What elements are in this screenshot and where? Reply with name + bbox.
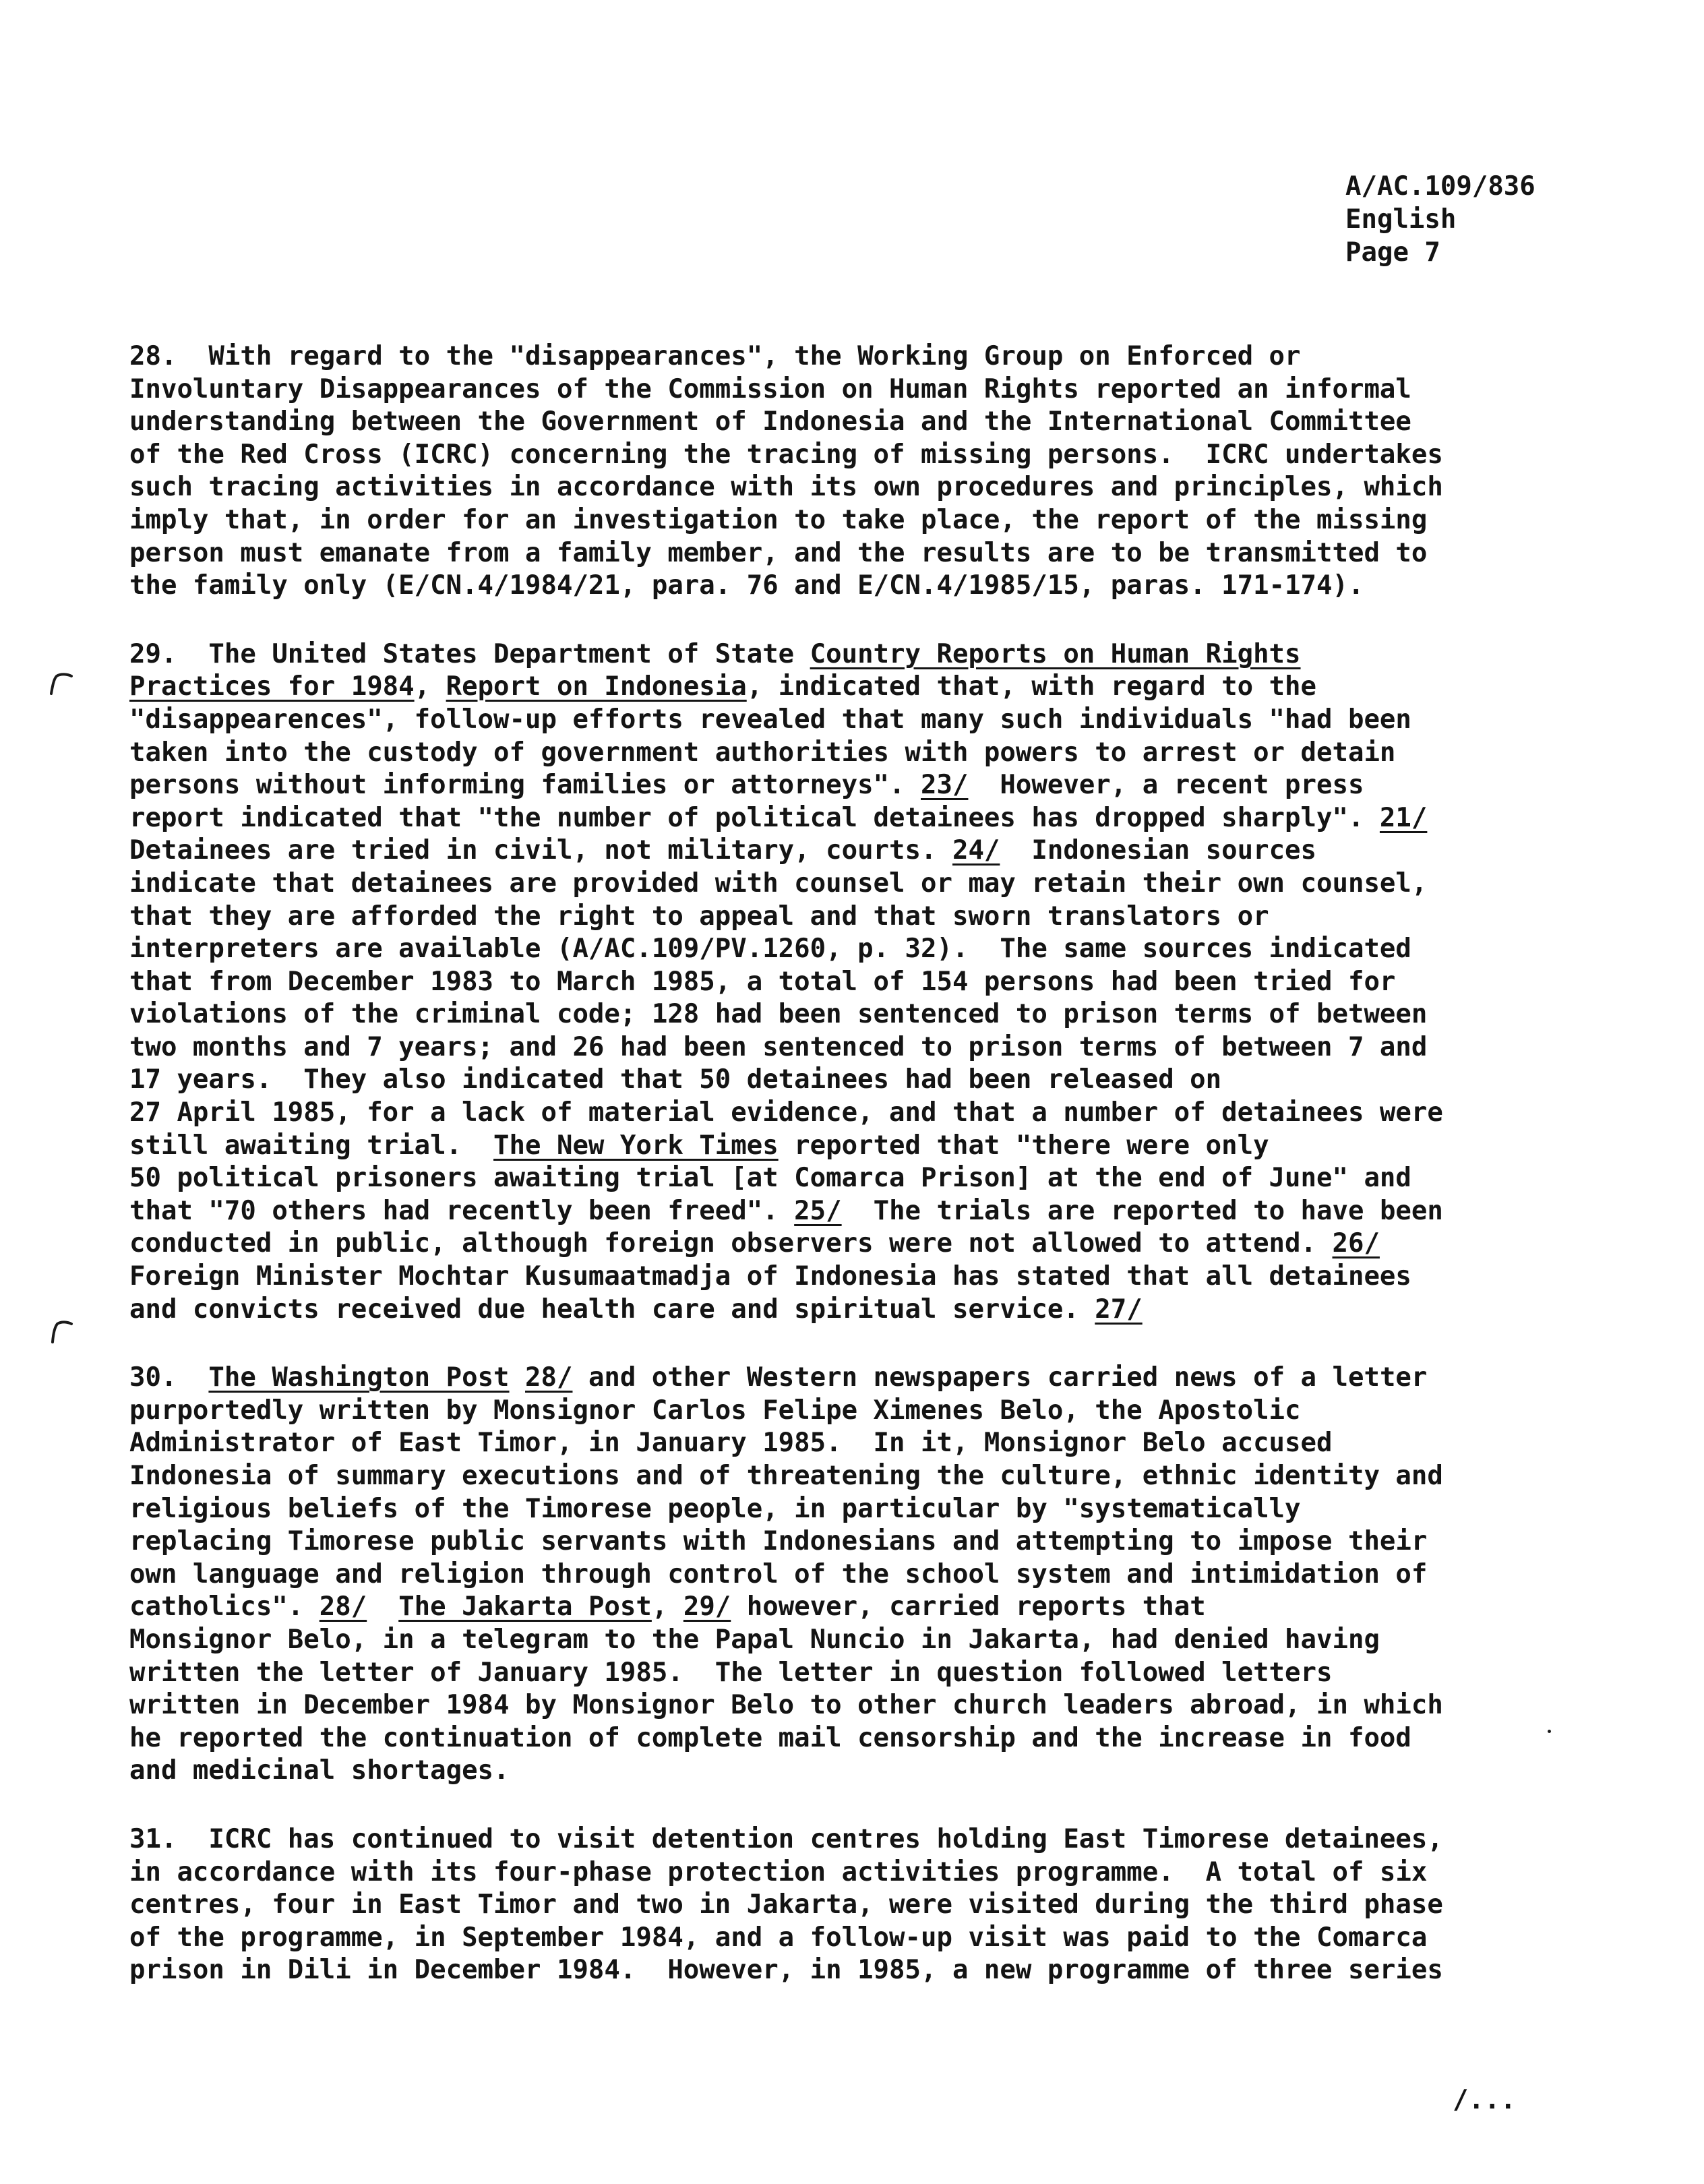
text-line [129, 1427, 1693, 1460]
text-segment: However, a recent press [968, 770, 1364, 801]
document-symbol: A/AC.109/836 [1345, 171, 1535, 202]
underlined-reference: Practices for 1984 [129, 671, 415, 702]
text-line [129, 439, 1693, 472]
text-segment: catholics". [129, 1591, 320, 1622]
underlined-reference: Report on Indonesia [446, 671, 747, 702]
text-line [129, 504, 1693, 537]
text-line [129, 1227, 1693, 1261]
text-line [129, 1064, 1693, 1097]
text-line [129, 1823, 1693, 1856]
text-segment: indicate that detainees are provided with counsel or may retain their own counsel, [129, 868, 1428, 899]
underlined-reference: 28/ [525, 1362, 573, 1393]
text-segment: the family only (E/CN.4/1984/21, para. 76 and E/CN.4/1985/15, paras. 171-174). [129, 570, 1364, 601]
text-line [129, 1130, 1693, 1163]
text-segment: reported that "there were only [778, 1130, 1269, 1161]
text-segment: 28. With regard to the "disappearances", the Working Group on Enforced or [129, 341, 1301, 371]
text-segment: conducted in public, although foreign observers were not allowed to attend. [129, 1228, 1333, 1259]
text-segment: written in December 1984 by Monsignor Belo to other church leaders abroad, in which [129, 1690, 1443, 1721]
underlined-reference: 24/ [952, 835, 1000, 866]
text-line [129, 1162, 1693, 1195]
text-segment: own language and religion through control of the school system and intimidation of [129, 1558, 1428, 1589]
text-segment: persons without informing families or attorneys". [129, 770, 921, 801]
text-line [129, 868, 1693, 901]
text-line [129, 1493, 1693, 1526]
text-segment: that they are afforded the right to appeal and that sworn translators or [129, 901, 1269, 932]
text-line [129, 1294, 1693, 1327]
underlined-reference: 27/ [1095, 1294, 1143, 1325]
text-line [129, 1031, 1693, 1064]
underlined-reference: 28/ [319, 1591, 367, 1622]
text-segment: replacing Timorese public servants with Indonesians and attempting to impose their [129, 1526, 1428, 1557]
text-segment: 50 political prisoners awaiting trial [at Comarca Prison] at the end of June" and [129, 1163, 1411, 1194]
text-line [129, 1922, 1693, 1955]
text-segment: he reported the continuation of complete mail censorship and the increase in food [129, 1722, 1411, 1753]
paragraph-31 [129, 1823, 1693, 1987]
text-line [129, 769, 1693, 802]
text-line [129, 1395, 1693, 1428]
underlined-reference: 25/ [794, 1195, 842, 1226]
underlined-reference: 29/ [683, 1591, 731, 1622]
text-line [129, 1889, 1693, 1922]
text-segment: Indonesia of summary executions and of threatening the culture, ethnic identity and [129, 1461, 1443, 1491]
text-segment [367, 1591, 398, 1622]
underlined-reference: 23/ [921, 770, 969, 801]
text-segment: Monsignor Belo, in a telegram to the Papal Nuncio in Jakarta, had denied having [129, 1624, 1380, 1655]
underlined-reference: 26/ [1332, 1228, 1380, 1259]
text-segment: report indicated that "the number of political detainees has dropped sharply". [129, 802, 1380, 833]
text-line [129, 1525, 1693, 1558]
margin-mark-icon [47, 671, 74, 698]
text-segment: , [414, 671, 446, 702]
text-line [129, 998, 1693, 1031]
text-segment: Administrator of East Timor, in January 1985. In it, Monsignor Belo accused [129, 1428, 1333, 1459]
document-body [129, 340, 1693, 2023]
page-number: Page 7 [1345, 237, 1440, 268]
text-segment: of the Red Cross (ICRC) concerning the tracing of missing persons. ICRC undertakes [129, 439, 1443, 470]
text-line [129, 638, 1693, 671]
text-segment: 29. The United States Department of State [129, 638, 810, 669]
text-line [129, 1261, 1693, 1294]
text-segment: and other Western newspapers carried news of a letter [572, 1362, 1428, 1393]
text-segment: Foreign Minister Mochtar Kusumaatmadja of Indonesia has stated that all detainees [129, 1261, 1411, 1292]
text-line [129, 1722, 1693, 1755]
text-line [129, 406, 1693, 439]
text-segment: purportedly written by Monsignor Carlos Felipe Ximenes Belo, the Apostolic [129, 1395, 1301, 1426]
text-segment: understanding between the Government of Indonesia and the International Committee [129, 406, 1411, 437]
text-segment: violations of the criminal code; 128 had been sentenced to prison terms of between [129, 999, 1428, 1030]
text-line [129, 1856, 1693, 1889]
text-segment: 17 years. They also indicated that 50 detainees had been released on [129, 1064, 1222, 1095]
text-line [129, 1460, 1693, 1493]
text-line [129, 933, 1693, 966]
text-segment: such tracing activities in accordance with its own procedures and principles, which [129, 472, 1443, 503]
text-segment: religious beliefs of the Timorese people, in particular by "systematically [129, 1493, 1301, 1524]
margin-mark-icon [47, 1318, 74, 1345]
underlined-reference: The Washington Post [208, 1362, 510, 1393]
text-line [129, 1689, 1693, 1722]
text-line [129, 1558, 1693, 1591]
text-segment: that from December 1983 to March 1985, a total of 154 persons had been tried for [129, 966, 1396, 997]
text-segment: still awaiting trial. [129, 1130, 494, 1161]
text-line [129, 1097, 1693, 1130]
underlined-reference: Country Reports on Human Rights [810, 638, 1301, 669]
text-line [129, 1954, 1693, 1987]
text-line [129, 1591, 1693, 1624]
text-segment: Involuntary Disappearances of the Commission on Human Rights reported an informal [129, 373, 1411, 404]
text-segment: however, carried reports that [731, 1591, 1206, 1622]
text-line [129, 570, 1693, 603]
text-line [129, 340, 1693, 373]
text-segment: centres, four in East Timor and two in Jakarta, were visited during the third phase [129, 1889, 1443, 1920]
text-line [129, 373, 1693, 406]
paragraph-28 [129, 340, 1693, 603]
text-segment: prison in Dili in December 1984. However, in 1985, a new programme of three series [129, 1955, 1443, 1986]
text-segment: and convicts received due health care and spiritual service. [129, 1294, 1095, 1325]
paragraph-29 [129, 638, 1693, 1326]
text-segment: The trials are reported to have been [841, 1195, 1443, 1226]
text-segment: that "70 others had recently been freed". [129, 1195, 795, 1226]
text-line [129, 1624, 1693, 1657]
text-segment: and medicinal shortages. [129, 1755, 510, 1786]
text-segment: in accordance with its four-phase protection activities programme. A total of six [129, 1856, 1428, 1887]
text-line [129, 901, 1693, 934]
text-segment: 27 April 1985, for a lack of material evidence, and that a number of detainees were [129, 1097, 1443, 1128]
text-segment: written the letter of January 1985. The letter in question followed letters [129, 1657, 1333, 1688]
text-segment: person must emanate from a family member, and the results are to be transmitted to [129, 537, 1428, 568]
text-segment: 31. ICRC has continued to visit detention centres holding East Timorese detainees, [129, 1823, 1443, 1854]
text-segment: Detainees are tried in civil, not military, courts. [129, 835, 952, 866]
underlined-reference: 21/ [1379, 802, 1428, 833]
text-segment: , indicated that, with regard to the [746, 671, 1317, 702]
text-line [129, 1755, 1693, 1788]
document-header [1345, 170, 1535, 269]
text-line [129, 802, 1693, 835]
text-line [129, 966, 1693, 999]
continuation-marker: /... [1453, 2085, 1516, 2115]
text-line [129, 1657, 1693, 1690]
text-segment: , [651, 1591, 683, 1622]
text-line [129, 537, 1693, 570]
text-line [129, 737, 1693, 770]
text-line [129, 471, 1693, 504]
text-line [129, 1195, 1693, 1228]
text-segment: taken into the custody of government authorities with powers to arrest or detain [129, 737, 1396, 768]
text-segment: "disappearences", follow-up efforts revealed that many such individuals "had been [129, 704, 1411, 735]
underlined-reference: The Jakarta Post [398, 1591, 652, 1622]
text-segment: 30. [129, 1362, 209, 1393]
text-line [129, 671, 1693, 704]
paragraph-30 [129, 1362, 1693, 1788]
text-line [129, 835, 1693, 868]
underlined-reference: The New York Times [493, 1130, 779, 1161]
text-segment: Indonesian sources [1000, 835, 1317, 866]
text-segment: interpreters are available (A/AC.109/PV.1260, p. 32). The same sources indicated [129, 934, 1411, 965]
text-segment: of the programme, in September 1984, and a follow-up visit was paid to the Comarca [129, 1922, 1428, 1953]
document-language: English [1345, 204, 1457, 235]
text-line [129, 704, 1693, 737]
scan-speck [1548, 1730, 1551, 1733]
text-segment: two months and 7 years; and 26 had been sentenced to prison terms of between 7 and [129, 1031, 1428, 1062]
text-line [129, 1362, 1693, 1395]
text-segment [510, 1362, 525, 1393]
text-segment: imply that, in order for an investigation to take place, the report of the missing [129, 504, 1428, 535]
